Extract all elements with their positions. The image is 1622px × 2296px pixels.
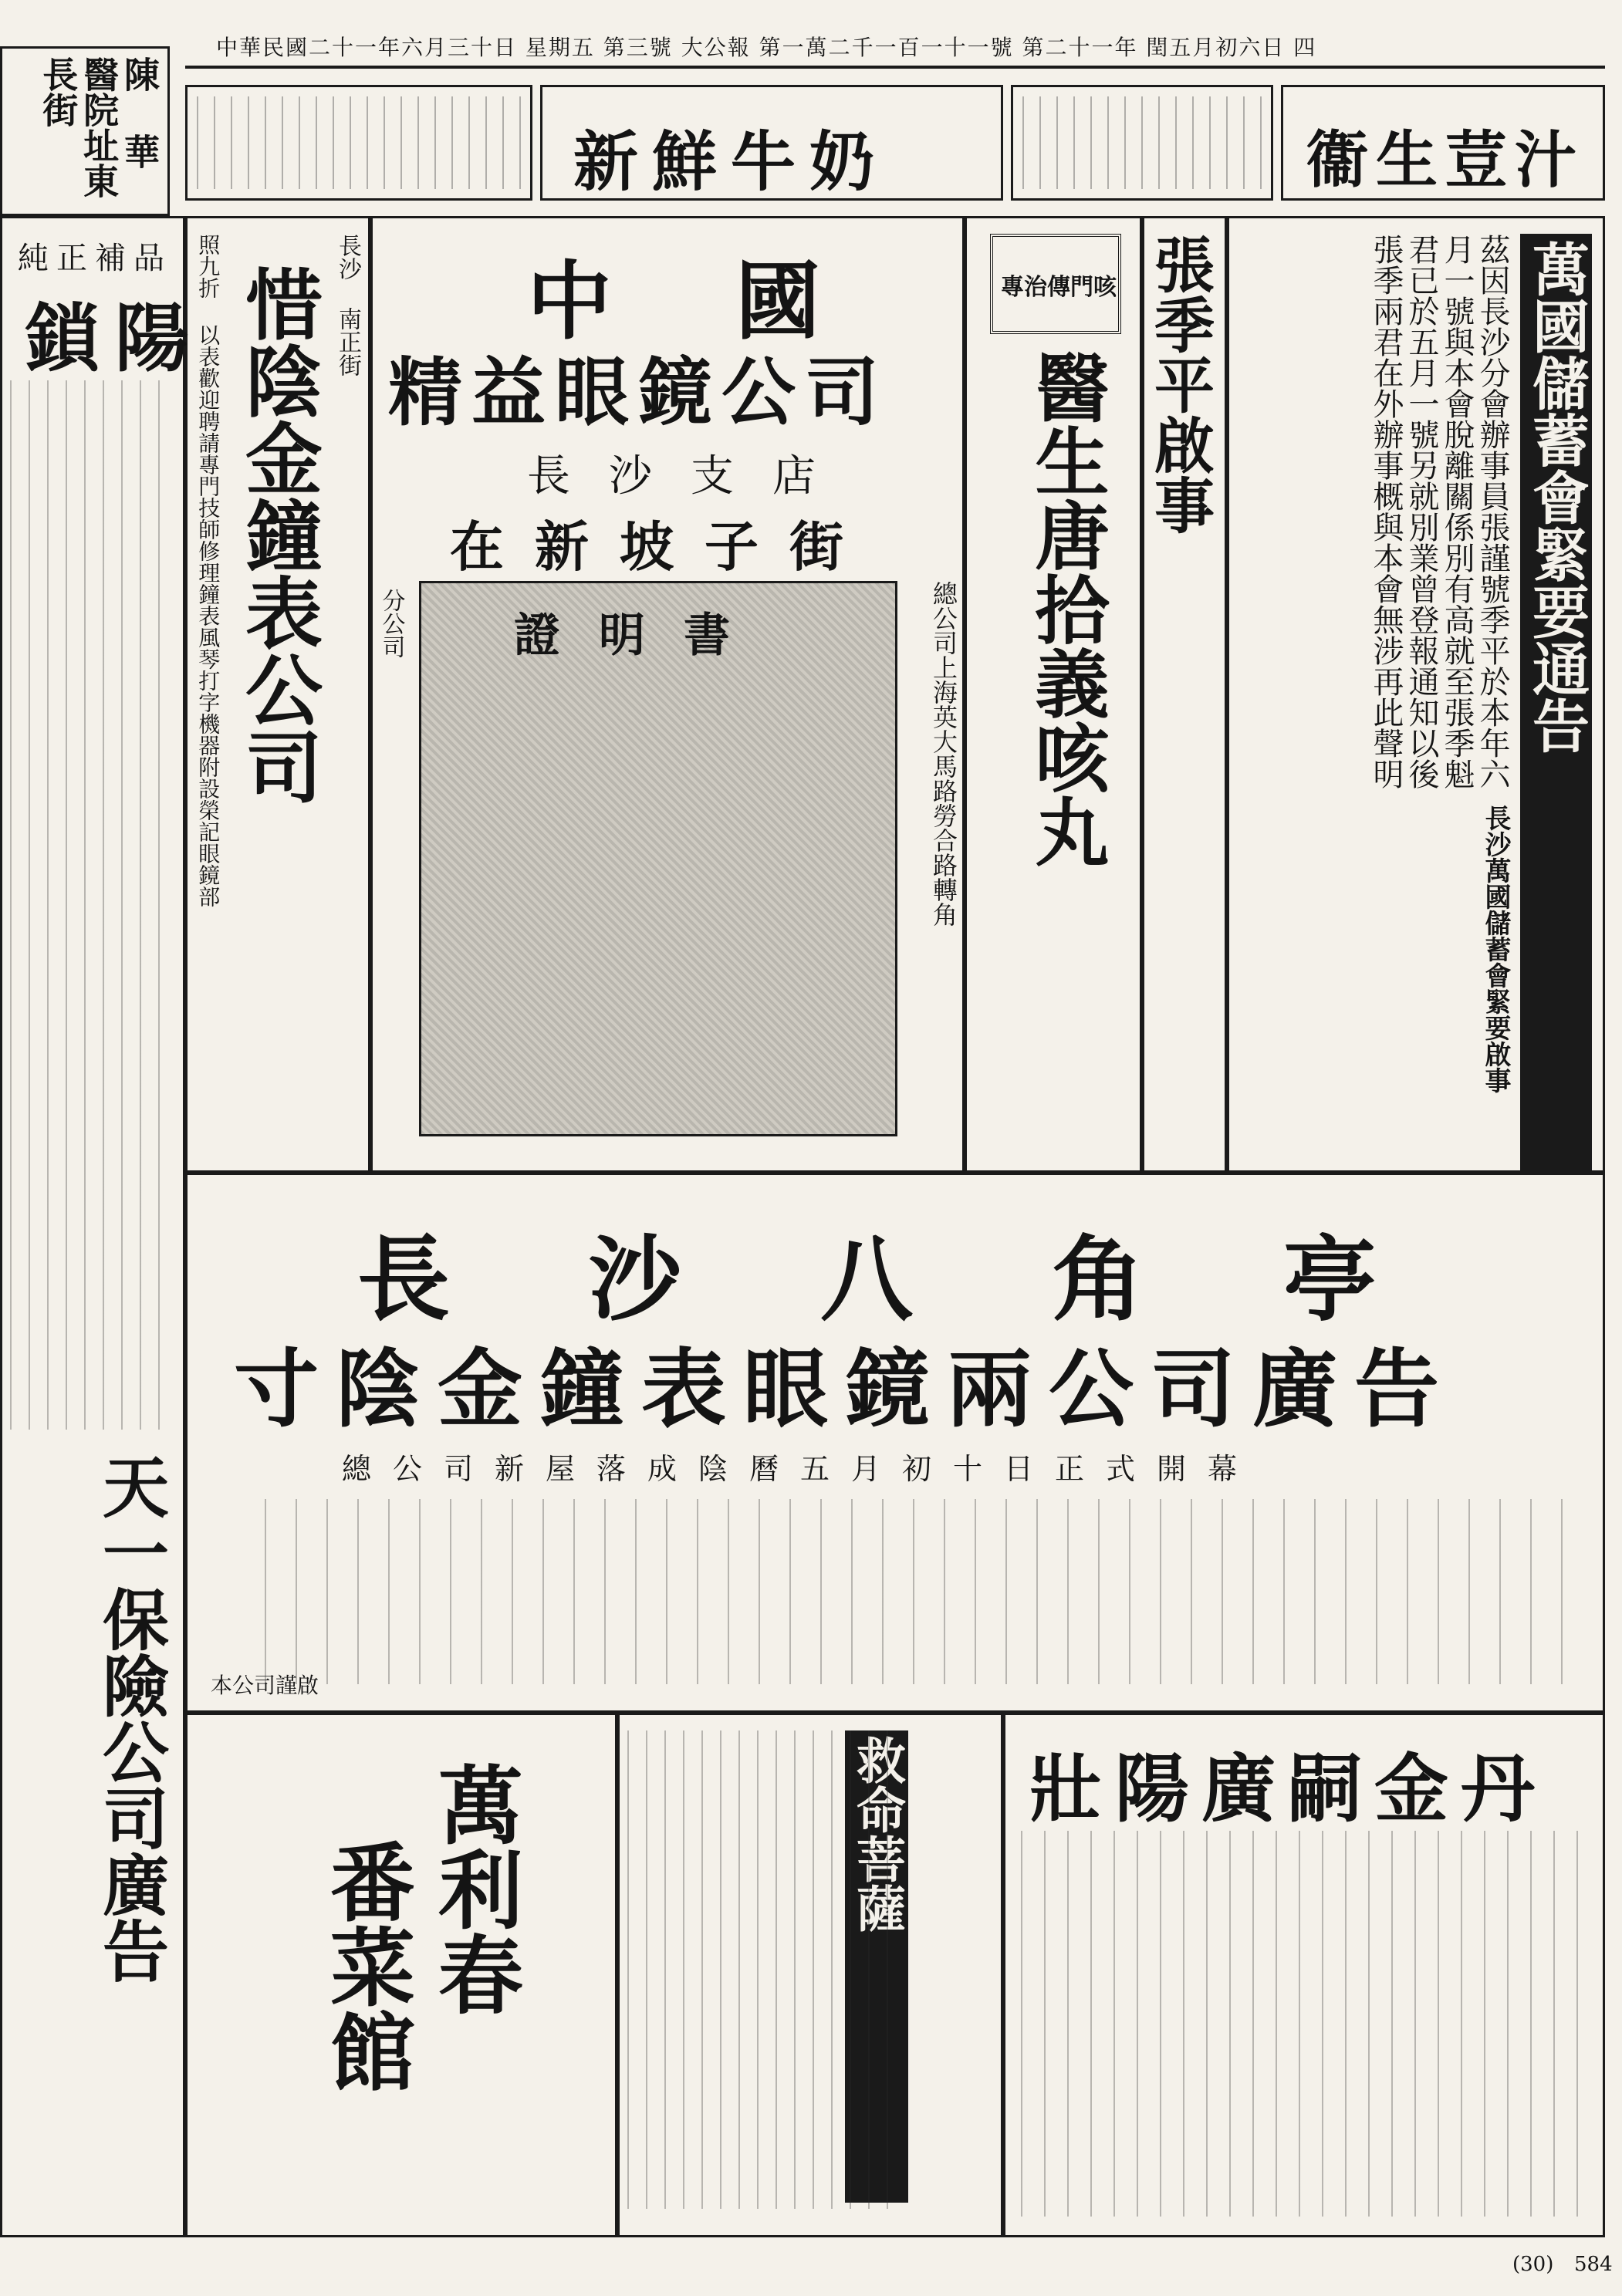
zhang-notice-title: 張季平啟事 (1144, 234, 1215, 535)
insurance-notice-title: 萬國儲蓄會緊要通告 (1520, 234, 1592, 1172)
side-column (0, 216, 204, 2237)
clock-company-ad (185, 216, 370, 1173)
rescue-title: 救命菩薩 (845, 1730, 908, 2203)
grand-signature: 本公司謹啟 (211, 1673, 319, 1698)
tonic-ad: 衞生荳汁 (1281, 85, 1605, 201)
optical-banner: 中國 (527, 252, 944, 351)
grand-line1: 長沙八角亭 (357, 1225, 1515, 1334)
insurance-notice-body: 茲因長沙分會辦事員張謹號季平於本年六月一號與本會脫離關係別有高就至張季魁君已於五月一號另就別業曾登報通知以後張季兩君在外辦事概與本會無涉再此聲明 (1368, 234, 1510, 789)
elixir-ad (1003, 1713, 1605, 2237)
clock-note: 照九折 以表歡迎聘請專門技師修理鐘表風琴打字機器附設榮記眼鏡部 (195, 234, 221, 907)
certificate-title: 證明書 (514, 609, 769, 663)
restaurant-name1: 萬利春 (424, 1761, 524, 2016)
elixir-title: 壯陽廣嗣金丹 (1029, 1745, 1547, 1832)
restaurant-name2: 番菜館 (316, 1838, 416, 2093)
cough-pill-title: 醫生唐拾義咳丸 (1023, 349, 1110, 868)
milk-ad: 新鮮牛奶 (540, 85, 1003, 201)
optical-address: 在新坡子街 (450, 515, 874, 579)
restaurant-ad (185, 1713, 617, 2237)
elixir-text-block (1021, 1831, 1587, 2217)
optical-name: 精益眼鏡公司 (388, 349, 888, 436)
grand-text-block (265, 1499, 1580, 1684)
optical-hq: 總公司上海英大馬路勞合路轉角 (929, 581, 958, 927)
cough-pill-ad (965, 216, 1142, 1173)
grand-line3: 總公司新屋落成陰曆五月初十日正式開幕 (342, 1452, 1259, 1486)
zhang-notice (1142, 216, 1227, 1173)
side-text-block (10, 380, 175, 1430)
side-title: 純正補品 (18, 241, 172, 276)
header-date-line: 中華民國二十一年六月三十日 星期五 第三號 大公報 第一萬二千一百一十一號 第二十一年 閏五月初六日 四 (216, 35, 1317, 60)
insurance-notice-footer: 長沙萬國儲蓄會緊要啟事 (1480, 805, 1511, 1093)
cough-pill-badge: 專治傳門咳 (990, 234, 1121, 334)
certificate-image (419, 581, 897, 1136)
optical-branches-label: 分公司 (377, 589, 405, 658)
left-edge-ad: 陳 華 醫院址東長街 (0, 46, 170, 216)
optical-branch: 長沙支店 (527, 451, 854, 501)
top-small-ad-2 (185, 85, 532, 201)
clock-name: 惜陰金鐘表公司 (232, 265, 323, 805)
optical-company-ad (370, 216, 965, 1173)
rescue-text-block (627, 1730, 890, 2209)
side-insurance: 天一保險公司廣告 (91, 1453, 169, 1984)
top-small-ad (1011, 85, 1273, 201)
header-rule (185, 66, 1605, 69)
page-number: (30) (1512, 2253, 1554, 2276)
grand-line2: 寸陰金鐘表眼鏡兩公司廣告 (234, 1339, 1456, 1439)
clock-location: 長沙 南正街 (334, 234, 361, 376)
side-product: 鎖陽 (25, 295, 204, 382)
insurance-notice (1227, 216, 1605, 1173)
rescue-ad (617, 1713, 1003, 2237)
grand-ad (185, 1173, 1605, 1713)
page-code: 584 (1574, 2253, 1613, 2276)
